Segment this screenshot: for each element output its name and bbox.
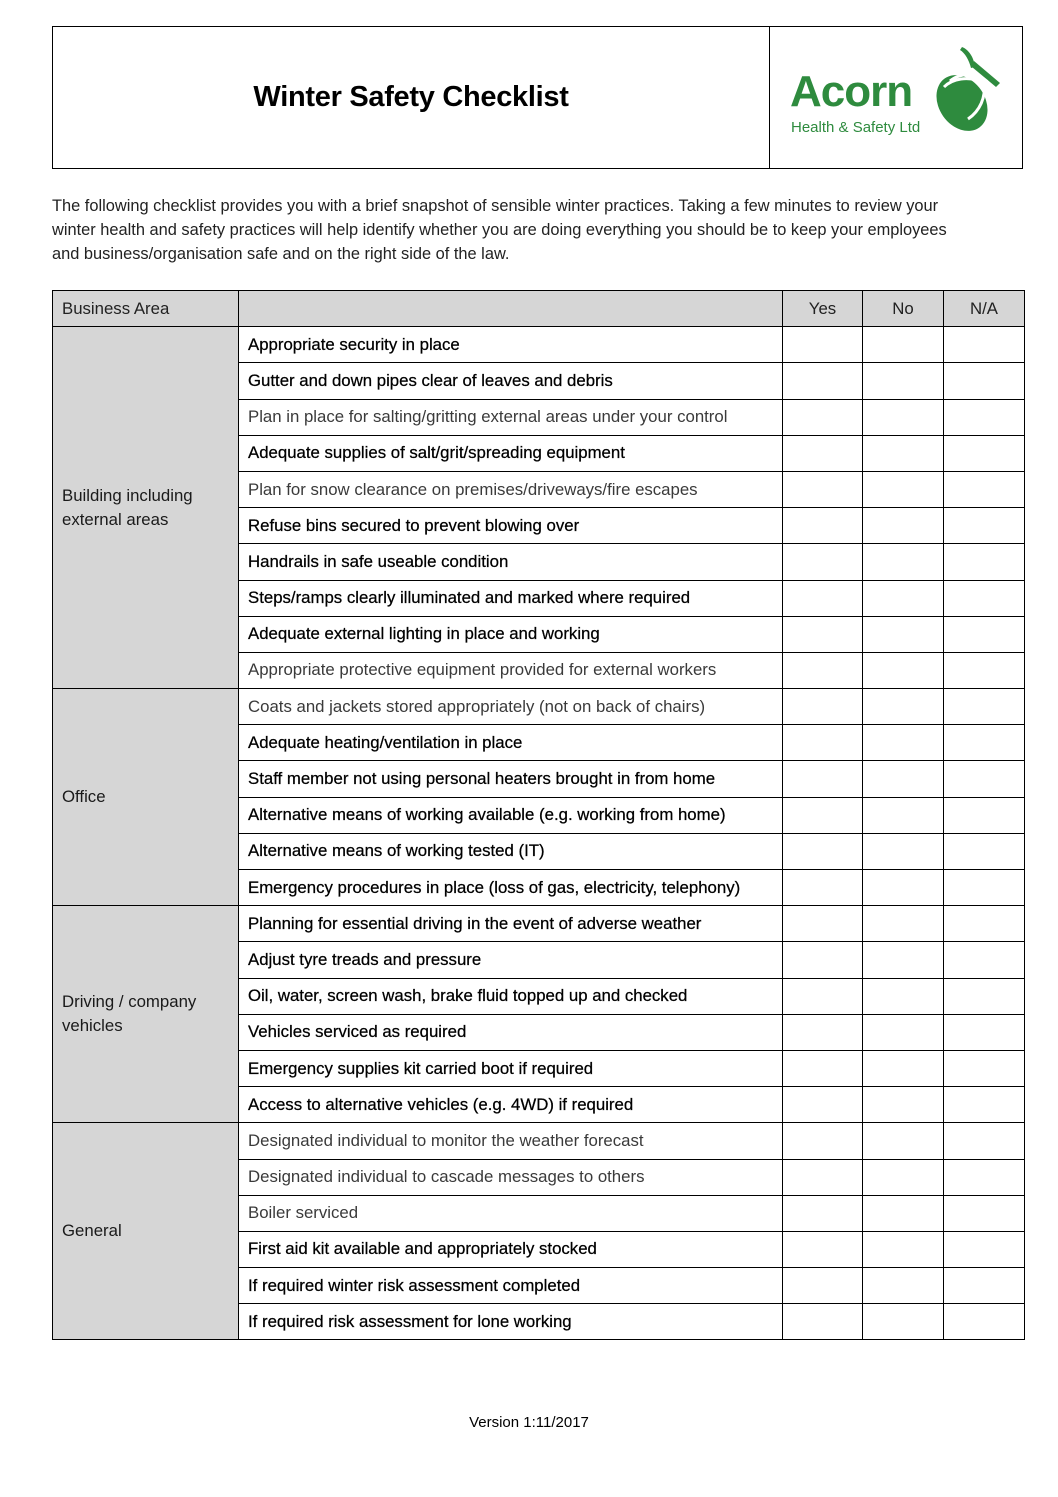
checkbox-cell-yes[interactable] xyxy=(783,942,863,978)
checklist-item: Handrails in safe useable condition xyxy=(239,544,783,580)
checkbox-cell-no[interactable] xyxy=(863,1304,944,1340)
checklist-item: Planning for essential driving in the event of adverse weather xyxy=(239,906,783,942)
checklist-item: Gutter and down pipes clear of leaves and debris xyxy=(239,363,783,399)
acorn-icon xyxy=(928,41,1004,141)
title-cell xyxy=(53,27,770,168)
checkbox-cell-yes[interactable] xyxy=(783,399,863,435)
checkbox-cell-no[interactable] xyxy=(863,1014,944,1050)
checkbox-cell-na[interactable] xyxy=(944,906,1025,942)
checkbox-cell-no[interactable] xyxy=(863,580,944,616)
checkbox-cell-no[interactable] xyxy=(863,1050,944,1086)
document-header xyxy=(52,26,1023,169)
table-row xyxy=(53,906,1025,942)
checkbox-cell-yes[interactable] xyxy=(783,616,863,652)
checkbox-cell-yes[interactable] xyxy=(783,1268,863,1304)
column-header-no: No xyxy=(863,291,944,327)
checkbox-cell-no[interactable] xyxy=(863,942,944,978)
checkbox-cell-yes[interactable] xyxy=(783,435,863,471)
checkbox-cell-yes[interactable] xyxy=(783,833,863,869)
checkbox-cell-no[interactable] xyxy=(863,1087,944,1123)
checklist-item: Plan for snow clearance on premises/driveways/fire escapes xyxy=(239,471,783,507)
checkbox-cell-yes[interactable] xyxy=(783,1231,863,1267)
table-header-row xyxy=(53,291,1025,327)
business-area-cell: Driving / company vehicles xyxy=(53,906,239,1123)
logo-subtitle: Health & Safety Ltd xyxy=(791,119,921,136)
version-footer: Version 1:11/2017 xyxy=(469,1414,589,1431)
checkbox-cell-na[interactable] xyxy=(944,508,1025,544)
checklist-item: Appropriate security in place xyxy=(239,327,783,363)
checklist-item: Vehicles serviced as required xyxy=(239,1014,783,1050)
checkbox-cell-no[interactable] xyxy=(863,1268,944,1304)
checkbox-cell-no[interactable] xyxy=(863,797,944,833)
checkbox-cell-na[interactable] xyxy=(944,725,1025,761)
checklist-item: Emergency procedures in place (loss of gas, electricity, telephony) xyxy=(239,870,783,906)
checklist-item: Adequate external lighting in place and working xyxy=(239,616,783,652)
table-row xyxy=(53,689,1025,725)
winter-checklist-table xyxy=(52,290,1025,1340)
checkbox-cell-na[interactable] xyxy=(944,1050,1025,1086)
checklist-item: Adequate supplies of salt/grit/spreading equipment xyxy=(239,435,783,471)
checkbox-cell-na[interactable] xyxy=(944,471,1025,507)
logo-name: Acorn xyxy=(790,67,913,116)
checkbox-cell-na[interactable] xyxy=(944,978,1025,1014)
column-header-business-area: Business Area xyxy=(53,291,239,327)
checkbox-cell-yes[interactable] xyxy=(783,544,863,580)
checkbox-cell-na[interactable] xyxy=(944,580,1025,616)
checkbox-cell-yes[interactable] xyxy=(783,327,863,363)
checkbox-cell-no[interactable] xyxy=(863,363,944,399)
checklist-item: Boiler serviced xyxy=(239,1195,783,1231)
business-area-cell: General xyxy=(53,1123,239,1340)
column-header-item xyxy=(239,291,783,327)
checkbox-cell-yes[interactable] xyxy=(783,1195,863,1231)
checkbox-cell-no[interactable] xyxy=(863,327,944,363)
checkbox-cell-yes[interactable] xyxy=(783,978,863,1014)
checklist-item: Alternative means of working tested (IT) xyxy=(239,833,783,869)
checkbox-cell-yes[interactable] xyxy=(783,508,863,544)
checklist-item: Plan in place for salting/gritting external areas under your control xyxy=(239,399,783,435)
checklist-item: First aid kit available and appropriately stocked xyxy=(239,1231,783,1267)
checklist-item: Access to alternative vehicles (e.g. 4WD) if required xyxy=(239,1087,783,1123)
checkbox-cell-yes[interactable] xyxy=(783,1014,863,1050)
checkbox-cell-na[interactable] xyxy=(944,363,1025,399)
checkbox-cell-no[interactable] xyxy=(863,616,944,652)
checklist-item: Staff member not using personal heaters brought in from home xyxy=(239,761,783,797)
column-header-yes: Yes xyxy=(783,291,863,327)
column-header-na: N/A xyxy=(944,291,1025,327)
checkbox-cell-no[interactable] xyxy=(863,652,944,688)
checkbox-cell-yes[interactable] xyxy=(783,363,863,399)
checkbox-cell-na[interactable] xyxy=(944,1268,1025,1304)
checkbox-cell-yes[interactable] xyxy=(783,797,863,833)
checkbox-cell-na[interactable] xyxy=(944,870,1025,906)
checkbox-cell-no[interactable] xyxy=(863,1123,944,1159)
checklist-item: Steps/ramps clearly illuminated and marked where required xyxy=(239,580,783,616)
checkbox-cell-na[interactable] xyxy=(944,399,1025,435)
checkbox-cell-yes[interactable] xyxy=(783,1123,863,1159)
checkbox-cell-na[interactable] xyxy=(944,797,1025,833)
checkbox-cell-yes[interactable] xyxy=(783,1050,863,1086)
table-row xyxy=(53,327,1025,363)
checkbox-cell-no[interactable] xyxy=(863,435,944,471)
checkbox-cell-yes[interactable] xyxy=(783,870,863,906)
company-logo xyxy=(770,27,1022,168)
checklist-item: Adjust tyre treads and pressure xyxy=(239,942,783,978)
checkbox-cell-no[interactable] xyxy=(863,471,944,507)
checkbox-cell-no[interactable] xyxy=(863,1195,944,1231)
checkbox-cell-na[interactable] xyxy=(944,833,1025,869)
business-area-cell: Building including external areas xyxy=(53,327,239,689)
checklist-body xyxy=(53,327,1025,1340)
checkbox-cell-na[interactable] xyxy=(944,652,1025,688)
checkbox-cell-yes[interactable] xyxy=(783,725,863,761)
checkbox-cell-na[interactable] xyxy=(944,1159,1025,1195)
checkbox-cell-na[interactable] xyxy=(944,1014,1025,1050)
checkbox-cell-no[interactable] xyxy=(863,978,944,1014)
checkbox-cell-na[interactable] xyxy=(944,689,1025,725)
checklist-item: Designated individual to cascade messages to others xyxy=(239,1159,783,1195)
checkbox-cell-na[interactable] xyxy=(944,616,1025,652)
checkbox-cell-yes[interactable] xyxy=(783,1159,863,1195)
table-row xyxy=(53,1123,1025,1159)
checkbox-cell-na[interactable] xyxy=(944,761,1025,797)
checkbox-cell-no[interactable] xyxy=(863,725,944,761)
checklist-item: Emergency supplies kit carried boot if required xyxy=(239,1050,783,1086)
checkbox-cell-yes[interactable] xyxy=(783,689,863,725)
checkbox-cell-na[interactable] xyxy=(944,327,1025,363)
checkbox-cell-no[interactable] xyxy=(863,544,944,580)
checkbox-cell-na[interactable] xyxy=(944,1123,1025,1159)
checkbox-cell-yes[interactable] xyxy=(783,906,863,942)
checkbox-cell-no[interactable] xyxy=(863,761,944,797)
checkbox-cell-yes[interactable] xyxy=(783,1304,863,1340)
checkbox-cell-na[interactable] xyxy=(944,1304,1025,1340)
checklist-item: If required risk assessment for lone working xyxy=(239,1304,783,1340)
checklist-item: Alternative means of working available (e.g. working from home) xyxy=(239,797,783,833)
checkbox-cell-no[interactable] xyxy=(863,870,944,906)
checkbox-cell-yes[interactable] xyxy=(783,580,863,616)
checkbox-cell-no[interactable] xyxy=(863,1159,944,1195)
checkbox-cell-no[interactable] xyxy=(863,508,944,544)
checkbox-cell-na[interactable] xyxy=(944,1231,1025,1267)
checkbox-cell-yes[interactable] xyxy=(783,652,863,688)
checklist-item: Designated individual to monitor the weather forecast xyxy=(239,1123,783,1159)
checklist-item: Adequate heating/ventilation in place xyxy=(239,725,783,761)
checklist-item: Appropriate protective equipment provided for external workers xyxy=(239,652,783,688)
checkbox-cell-yes[interactable] xyxy=(783,1087,863,1123)
checkbox-cell-na[interactable] xyxy=(944,435,1025,471)
checklist-item: Refuse bins secured to prevent blowing over xyxy=(239,508,783,544)
checkbox-cell-na[interactable] xyxy=(944,544,1025,580)
checkbox-cell-no[interactable] xyxy=(863,399,944,435)
checkbox-cell-yes[interactable] xyxy=(783,471,863,507)
page-title: Winter Safety Checklist xyxy=(253,81,569,113)
checklist-item: If required winter risk assessment completed xyxy=(239,1268,783,1304)
checkbox-cell-no[interactable] xyxy=(863,906,944,942)
intro-text: The following checklist provides you with a brief snapshot of sensible winter practices. Taking a few minutes to review your winter health and safety practices will help identify whether you are doing everything you should be to keep your employees and business/organisation safe and on the right side of the law. xyxy=(52,197,947,263)
checkbox-cell-na[interactable] xyxy=(944,1087,1025,1123)
checkbox-cell-no[interactable] xyxy=(863,1231,944,1267)
checkbox-cell-yes[interactable] xyxy=(783,761,863,797)
checkbox-cell-na[interactable] xyxy=(944,1195,1025,1231)
checklist-item: Coats and jackets stored appropriately (not on back of chairs) xyxy=(239,689,783,725)
checklist-item: Oil, water, screen wash, brake fluid topped up and checked xyxy=(239,978,783,1014)
checkbox-cell-no[interactable] xyxy=(863,689,944,725)
checkbox-cell-no[interactable] xyxy=(863,833,944,869)
business-area-cell: Office xyxy=(53,689,239,906)
checkbox-cell-na[interactable] xyxy=(944,942,1025,978)
